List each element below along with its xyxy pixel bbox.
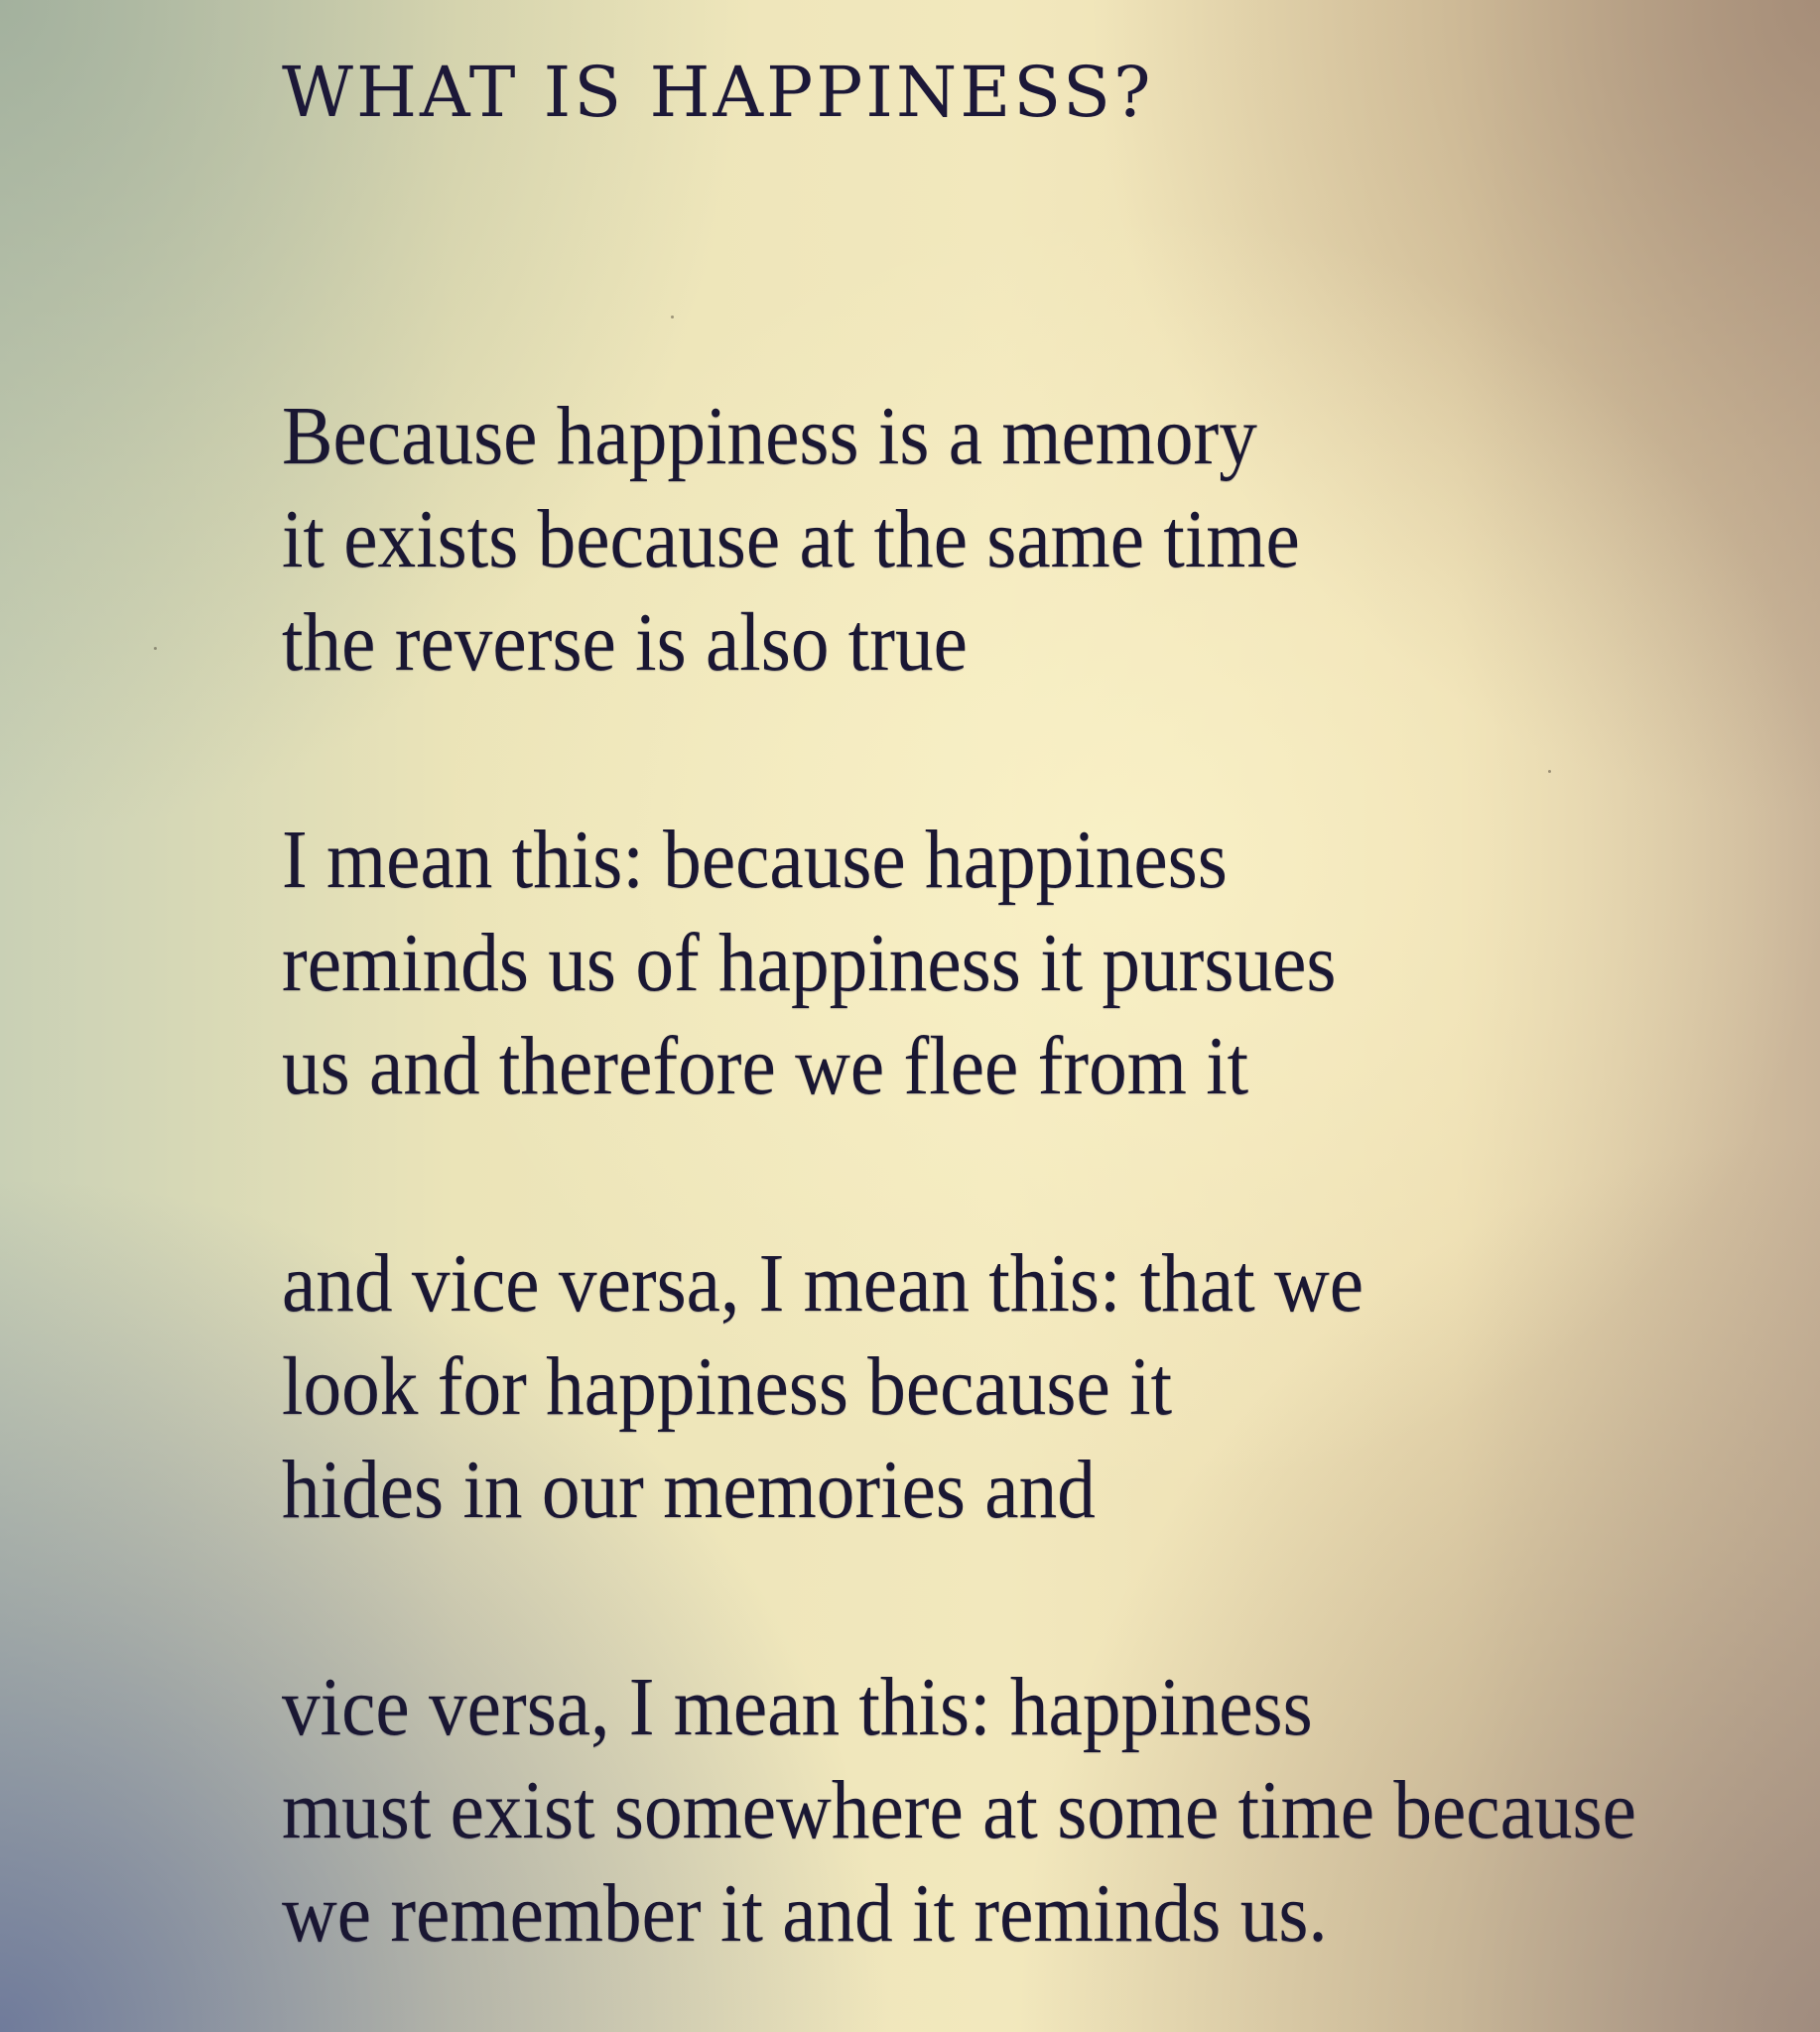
poem-line: Because happiness is a memory	[282, 390, 1257, 482]
stanza-2	[282, 809, 1770, 1118]
poem-line: must exist somewhere at some time because	[282, 1764, 1636, 1856]
poem-line: the reverse is also true	[282, 596, 968, 689]
poem-line: reminds us of happiness it pursues	[282, 917, 1337, 1009]
poem-body	[282, 385, 1770, 2032]
stanza-4	[282, 1656, 1770, 1966]
paper-speck	[1548, 770, 1551, 773]
paper-speck	[671, 316, 674, 318]
poem-line: hides in our memories and	[282, 1444, 1096, 1536]
poem-line: and vice versa, I mean this: that we	[282, 1237, 1365, 1330]
stanza-3	[282, 1232, 1770, 1542]
poem-line: look for happiness because it	[282, 1340, 1173, 1433]
poem-line: we remember it and it reminds us.	[282, 1867, 1328, 1960]
poem-line: it exists because at the same time	[282, 493, 1300, 585]
poem-line: vice versa, I mean this: happiness	[282, 1661, 1313, 1753]
poem-line: I mean this: because happiness	[282, 814, 1228, 906]
poem-title: WHAT IS HAPPINESS?	[282, 52, 1154, 133]
paper-speck	[154, 647, 157, 650]
poem-line: us and therefore we flee from it	[282, 1020, 1249, 1112]
stanza-1	[282, 385, 1770, 695]
